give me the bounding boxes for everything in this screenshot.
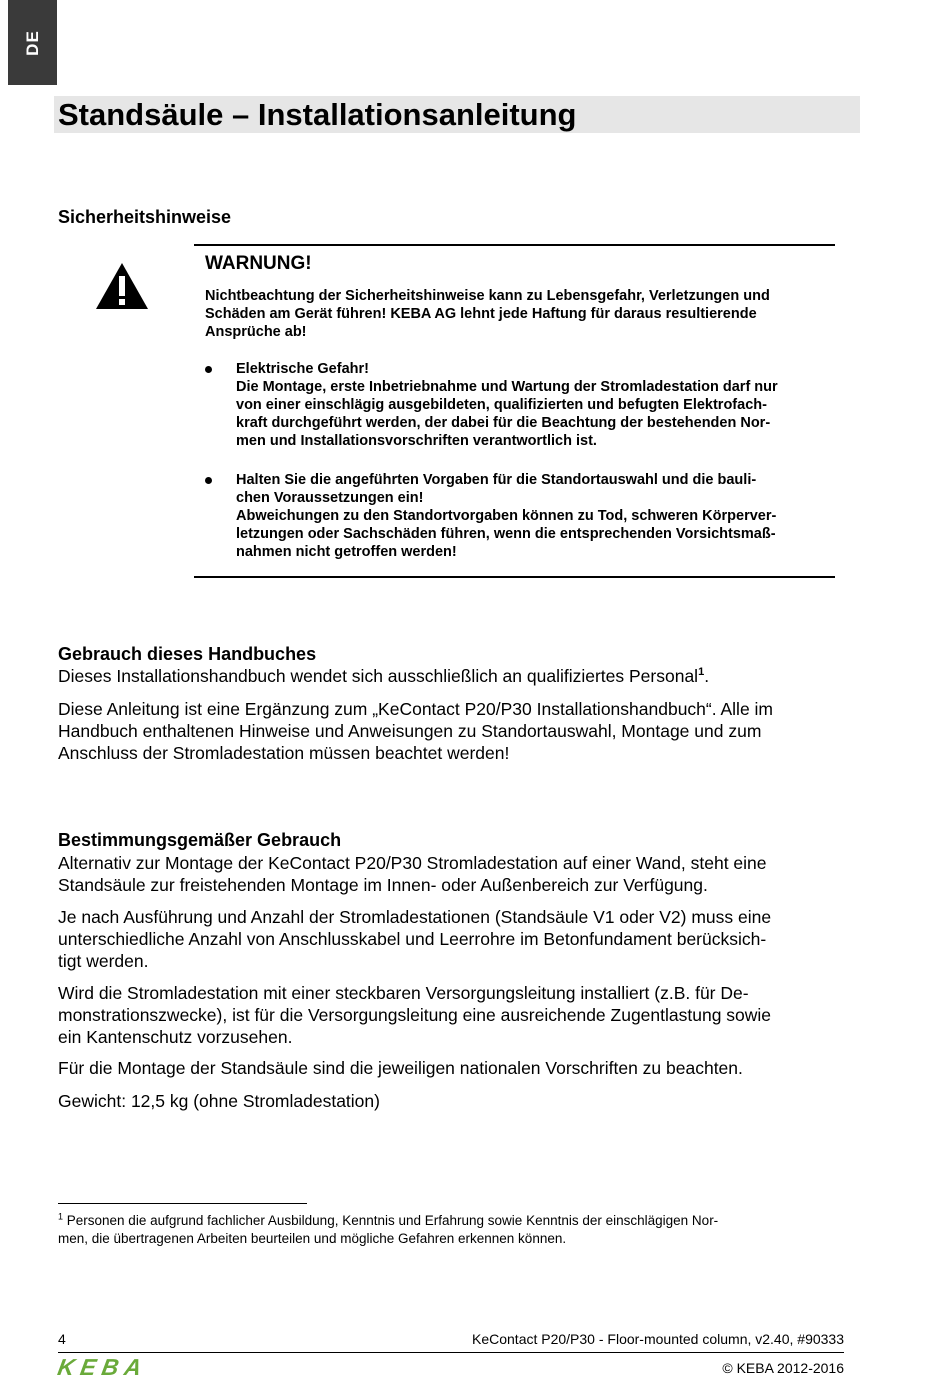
paragraph-line: monstrationszwecke), ist für die Versorgungsleitung eine ausreichende Zugentlastung sowie bbox=[58, 1005, 772, 1025]
footnote-reference[interactable]: 1 bbox=[698, 666, 705, 679]
warning-triangle-icon bbox=[95, 262, 149, 310]
footnote-divider bbox=[58, 1203, 307, 1204]
language-tab bbox=[8, 0, 57, 85]
paragraph-line: Diese Anleitung ist eine Ergänzung zum „KeContact P20/P30 Installationshandbuch“. Alle im bbox=[58, 699, 774, 719]
intended-use-paragraph-1 bbox=[58, 852, 848, 896]
footnote-line: Personen die aufgrund fachlicher Ausbildung, Kenntnis und Erfahrung sowie Kenntnis der einschlägigen Nor- bbox=[63, 1213, 719, 1228]
title-bar bbox=[54, 96, 860, 133]
paragraph-line: Standsäule zur freistehenden Montage im Innen- oder Außenbereich zur Verfügung. bbox=[58, 875, 708, 895]
warning-title: WARNUNG! bbox=[205, 253, 312, 274]
bullet-line: Abweichungen zu den Standortvorgaben können zu Tod, schweren Körperver- bbox=[236, 508, 777, 524]
intended-use-paragraph-3 bbox=[58, 982, 848, 1048]
page-title: Standsäule – Installationsanleitung bbox=[58, 97, 577, 132]
language-tab-label: DE bbox=[22, 29, 42, 56]
warning-intro bbox=[205, 287, 825, 341]
usage-heading: Gebrauch dieses Handbuches bbox=[58, 644, 317, 664]
warning-top-rule bbox=[194, 244, 835, 246]
usage-p1-text: Dieses Installationshandbuch wendet sich ausschließlich an qualifiziertes Personal bbox=[58, 666, 699, 686]
usage-paragraph-1 bbox=[58, 665, 848, 687]
bullet-line: kraft durchgeführt werden, der dabei für die Beachtung der bestehenden Nor- bbox=[236, 415, 771, 431]
warning-intro-line: Schäden am Gerät führen! KEBA AG lehnt jede Haftung für daraus resultierende bbox=[205, 306, 757, 322]
paragraph-line: ein Kantenschutz vorzusehen. bbox=[58, 1027, 293, 1047]
warning-intro-line: Nichtbeachtung der Sicherheitshinweise kann zu Lebensgefahr, Verletzungen und bbox=[205, 288, 770, 304]
page-number: 4 bbox=[58, 1331, 66, 1347]
paragraph-line: Je nach Ausführung und Anzahl der Stromladestationen (Standsäule V1 oder V2) muss eine bbox=[58, 907, 772, 927]
intended-use-paragraph-4: Für die Montage der Standsäule sind die jeweiligen nationalen Vorschriften zu beachten. bbox=[58, 1058, 743, 1078]
bullet-line: letzungen oder Sachschäden führen, wenn die entsprechenden Vorsichtsmaß- bbox=[236, 526, 776, 542]
copyright: © KEBA 2012-2016 bbox=[722, 1360, 844, 1376]
paragraph-line: Handbuch enthaltenen Hinweise und Anweisungen zu Standortauswahl, Montage und zum bbox=[58, 721, 762, 741]
bullet-line: men und Installationsvorschriften verantwortlich ist. bbox=[236, 433, 597, 449]
bullet-line: nahmen nicht getroffen werden! bbox=[236, 544, 457, 560]
bullet-line: Die Montage, erste Inbetriebnahme und Wartung der Stromladestation darf nur bbox=[236, 379, 778, 395]
intended-use-heading: Bestimmungsgemäßer Gebrauch bbox=[58, 830, 342, 850]
keba-logo: KEBA bbox=[55, 1354, 150, 1380]
bullet-icon bbox=[205, 366, 212, 373]
paragraph-line: Alternativ zur Montage der KeContact P20/P30 Stromladestation auf einer Wand, steht eine bbox=[58, 853, 767, 873]
footnote bbox=[58, 1212, 828, 1248]
usage-p1-end: . bbox=[704, 666, 710, 686]
warning-bullet-electrical bbox=[236, 360, 826, 450]
intended-use-paragraph-2 bbox=[58, 906, 848, 972]
weight-info: Gewicht: 12,5 kg (ohne Stromladestation) bbox=[58, 1091, 380, 1111]
document-reference: KeContact P20/P30 - Floor-mounted column, v2.40, #90333 bbox=[472, 1331, 844, 1347]
warning-bottom-rule bbox=[194, 576, 835, 578]
bullet-line: Elektrische Gefahr! bbox=[236, 361, 369, 377]
paragraph-line: tigt werden. bbox=[58, 951, 149, 971]
footnote-line: men, die übertragenen Arbeiten beurteilen und mögliche Gefahren erkennen können. bbox=[58, 1231, 567, 1246]
footer-divider bbox=[58, 1352, 844, 1353]
paragraph-line: Anschluss der Stromladestation müssen beachtet werden! bbox=[58, 743, 510, 763]
usage-paragraph-2 bbox=[58, 698, 848, 764]
bullet-line: von einer einschlägig ausgebildeten, qualifizierten und befugten Elektrofach- bbox=[236, 397, 767, 413]
warning-intro-line: Ansprüche ab! bbox=[205, 324, 307, 340]
paragraph-line: unterschiedliche Anzahl von Anschlusskabel und Leerrohre im Betonfundament berücksich- bbox=[58, 929, 767, 949]
safety-heading: Sicherheitshinweise bbox=[58, 207, 232, 227]
paragraph-line: Wird die Stromladestation mit einer steckbaren Versorgungsleitung installiert (z.B. für De- bbox=[58, 983, 749, 1003]
bullet-icon bbox=[205, 477, 212, 484]
warning-bullet-location bbox=[236, 471, 826, 561]
footnote-number: 1 bbox=[58, 1211, 64, 1222]
bullet-line: Halten Sie die angeführten Vorgaben für die Standortauswahl und die bauli- bbox=[236, 472, 757, 488]
bullet-line: chen Voraussetzungen ein! bbox=[236, 490, 424, 506]
